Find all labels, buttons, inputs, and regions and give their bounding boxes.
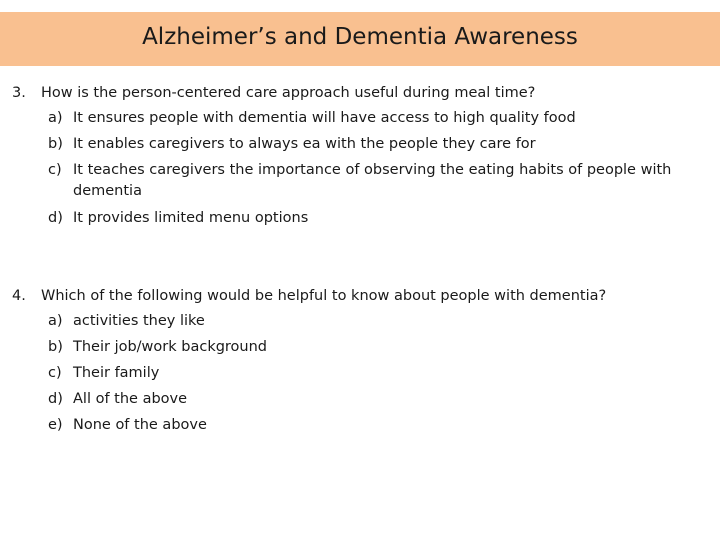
option-letter: d) bbox=[48, 391, 63, 407]
page-title: Alzheimer’s and Dementia Awareness bbox=[142, 24, 578, 50]
option-letter: a) bbox=[48, 313, 63, 329]
question-number: 3. bbox=[12, 85, 26, 101]
option-letter: d) bbox=[48, 210, 63, 226]
option-text: It provides limited menu options bbox=[73, 210, 309, 226]
option-letter: b) bbox=[48, 339, 63, 355]
option-text: activities they like bbox=[73, 313, 205, 329]
option-text: It ensures people with dementia will have access to high quality food bbox=[73, 110, 576, 126]
question-text: How is the person-centered care approach useful during meal time? bbox=[41, 85, 536, 101]
option-letter: b) bbox=[48, 136, 63, 152]
option-text: Their job/work background bbox=[73, 339, 268, 355]
option-text: It teaches caregivers the importance of observing the eating habits of people with bbox=[73, 162, 672, 178]
option-text: All of the above bbox=[73, 391, 188, 407]
option-letter: a) bbox=[48, 110, 63, 126]
option-letter: c) bbox=[48, 365, 62, 381]
option-text: It enables caregivers to always ea with the people they care for bbox=[73, 136, 536, 152]
question-number: 4. bbox=[12, 288, 26, 304]
option-text: None of the above bbox=[73, 417, 207, 433]
option-text: Their family bbox=[73, 365, 160, 381]
option-text-continuation: dementia bbox=[73, 183, 142, 199]
question-text: Which of the following would be helpful to know about people with dementia? bbox=[41, 288, 607, 304]
option-letter: c) bbox=[48, 162, 62, 178]
option-letter: e) bbox=[48, 417, 63, 433]
